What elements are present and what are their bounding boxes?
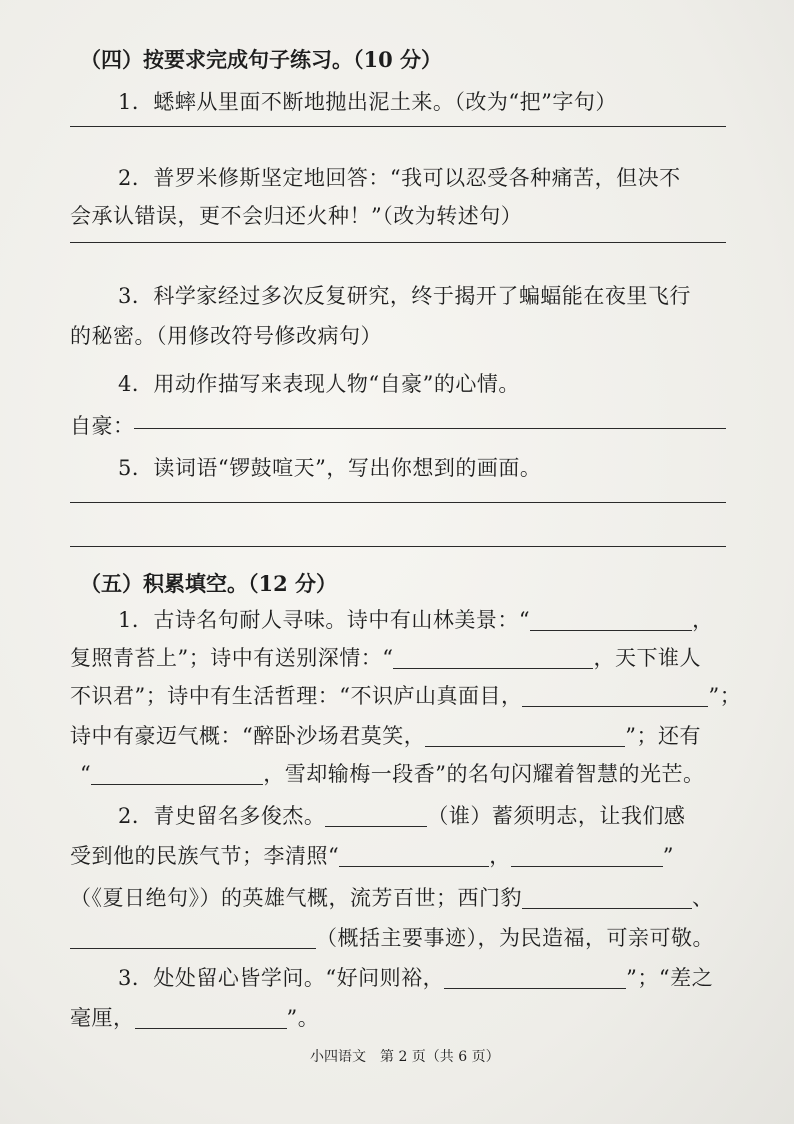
section4-q3-line2: 的秘密。（用修改符号修改病句） [70, 324, 382, 348]
section5-q2-line3: （《夏日绝句》）的英雄气概，流芳百世；西门豹 、 [70, 886, 714, 910]
fill-blank[interactable] [325, 806, 427, 827]
section5-q3-line2: 毫厘， ”。 [70, 1006, 320, 1030]
fill-blank[interactable] [339, 846, 489, 867]
section5-q2-line1: 2．青史留名多俊杰。 （谁）蓄须明志，让我们感 [118, 804, 686, 828]
answer-line[interactable] [70, 546, 726, 547]
section5-q1-line4: 诗中有豪迈气概：“醉卧沙场君莫笑， ”；还有 [70, 724, 701, 748]
section4-q3-line1: 3．科学家经过多次反复研究，终于揭开了蝙蝠能在夜里飞行 [118, 284, 691, 308]
section5-q1-line3: 不识君”；诗中有生活哲理：“不识庐山真面目， ”； [70, 684, 742, 708]
answer-line[interactable] [70, 126, 726, 127]
section5-title: （五）积累填空。（12 分） [80, 571, 338, 596]
section4-title: （四）按要求完成句子练习。（10 分） [80, 47, 443, 72]
section4-q4: 4．用动作描写来表现人物“自豪”的心情。 [118, 372, 520, 396]
section5-q1-line5: “ ，雪却输梅一段香”的名句闪耀着智慧的光芒。 [80, 762, 705, 786]
section5-q2-line2: 受到他的民族气节；李清照“ ， ” [70, 844, 674, 868]
page-footer: 小四语文 第 2 页（共 6 页） [310, 1049, 500, 1065]
section4-q2-line1: 2．普罗米修斯坚定地回答：“我可以忍受各种痛苦，但决不 [118, 166, 681, 190]
section4-q1: 1．蟋蟀从里面不断地抛出泥土来。（改为“把”字句） [118, 90, 617, 114]
fill-blank[interactable] [425, 726, 625, 747]
section4-q4-label: 自豪： [70, 414, 135, 438]
fill-blank[interactable] [522, 888, 692, 909]
fill-blank[interactable] [393, 648, 593, 669]
fill-blank[interactable] [135, 1008, 287, 1029]
section5-q1-line1: 1．古诗名句耐人寻味。诗中有山林美景：“ ， [118, 608, 714, 632]
fill-blank[interactable] [444, 968, 626, 989]
section5-q1-line2: 复照青苔上”；诗中有送别深情：“ ，天下谁人 [70, 646, 701, 670]
answer-line[interactable] [70, 242, 726, 243]
section4-q5: 5．读词语“锣鼓喧天”，写出你想到的画面。 [118, 456, 542, 480]
section5-q2-line4: （概括主要事迹），为民造福，可亲可敬。 [70, 922, 714, 952]
fill-blank[interactable] [530, 610, 692, 631]
section4-q2-line2: 会承认错误，更不会归还火种！”（改为转述句） [70, 204, 523, 228]
answer-line[interactable] [134, 428, 726, 429]
fill-blank[interactable] [511, 846, 663, 867]
fill-blank[interactable] [522, 686, 708, 707]
fill-blank[interactable] [70, 928, 316, 949]
section5-q3-line1: 3．处处留心皆学问。“好问则裕， ”；“差之 [118, 966, 714, 990]
answer-line[interactable] [70, 502, 726, 503]
fill-blank[interactable] [91, 764, 263, 785]
